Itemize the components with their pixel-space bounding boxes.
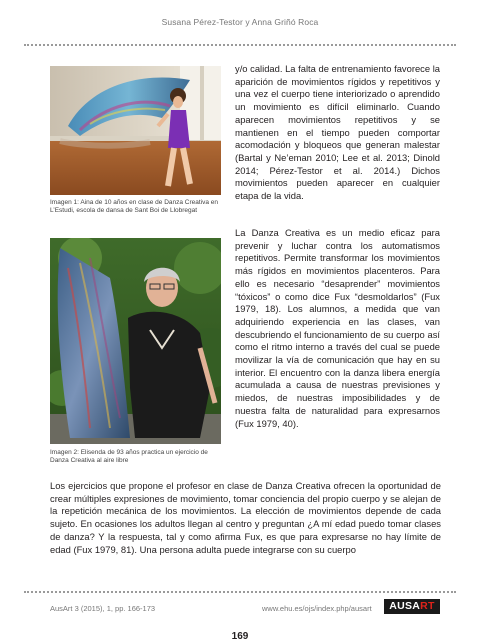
journal-url-link[interactable]: www.ehu.es/ojs/index.php/ausart <box>262 604 372 613</box>
figure-2-caption: Imagen 2: Elisenda de 93 años practica un ejercicio de Danza Creativa al aire libre <box>50 449 208 464</box>
running-head: Susana Pérez-Testor y Anna Griñó Roca <box>161 17 319 27</box>
paragraph-danza-creativa: La Danza Creativa es un medio eficaz para prevenir y luchar contra los automatismos repetitivos. Permite transformar los movimientos más rígidos en movimientos placenteros. Para ello es necesario “desaprender” movimientos “tóxicos” o como dice Fux “desmoldarlos” (Fux 1979, 18). Los alumnos, a medida que van adquiriendo experiencia en las clases, van descubriendo el funcionamiento de su cuerpo así como el ritmo interno a través del cual se puede movilizar la vía de comunicación que hay en su interior. El encuentro con la danza libera energía acumulada a causa de nuestras previsiones y miedos, de nuestras imposibilidades y de nuestra falta de naturalidad para expresarnos (Fux 1979, 40). <box>235 227 440 429</box>
journal-citation: AusArt 3 (2015), 1, pp. 166-173 <box>50 604 156 613</box>
logo-accent-text: RT <box>420 600 435 612</box>
logo-main-text: AUSA <box>389 600 421 612</box>
page-number: 169 <box>231 631 249 642</box>
paragraph-ejercicios: Los ejercicios que propone el profesor en clase de Danza Creativa ofrecen la oportunidad de crear múltiples expresiones de movimiento, tomar conciencia del propio cuerpo y se alejan de la repetición mecánica de los movimientos. La elección de movimientos depende de cada sujeto. En ocasiones los adultos llegan al centro y preguntan ¿A mí edad puedo tomar clases de danza? Y la respuesta, tal y como afirma Fux, es que para expresarse no hay límite de edad (Fux 1979, 81). Una persona adulta puede integrarse con su cuerpo <box>50 480 441 555</box>
paragraph-calidad: y/o calidad. La falta de entrenamiento favorece la aparición de movimientos rígidos y repetitivos y una vez el cuerpo tiene interiorizado o aprendido un movimiento es difícil eliminarlo. Cuando aparecen movimientos repetitivos y se mantienen en el tiempo pueden comportar acomodación y bloqueos que generan malestar (Bartal y Ne’eman 2010; Lee et al. 2013; Dinold 2014; Pérez-Testor et al. 2014.) Dichos movimientos pueden aparecer en cualquier etapa de la vida. <box>235 63 440 202</box>
figure-1-photo <box>50 66 221 195</box>
top-dotted-divider <box>24 44 456 46</box>
figure-2-photo <box>50 238 221 444</box>
bottom-dotted-divider <box>24 591 456 593</box>
figure-1-caption: Imagen 1: Aina de 10 años en clase de Danza Creativa en L’Estudi, escola de dansa de Sant Boi de Llobregat <box>50 199 219 214</box>
ausart-logo <box>384 599 440 614</box>
